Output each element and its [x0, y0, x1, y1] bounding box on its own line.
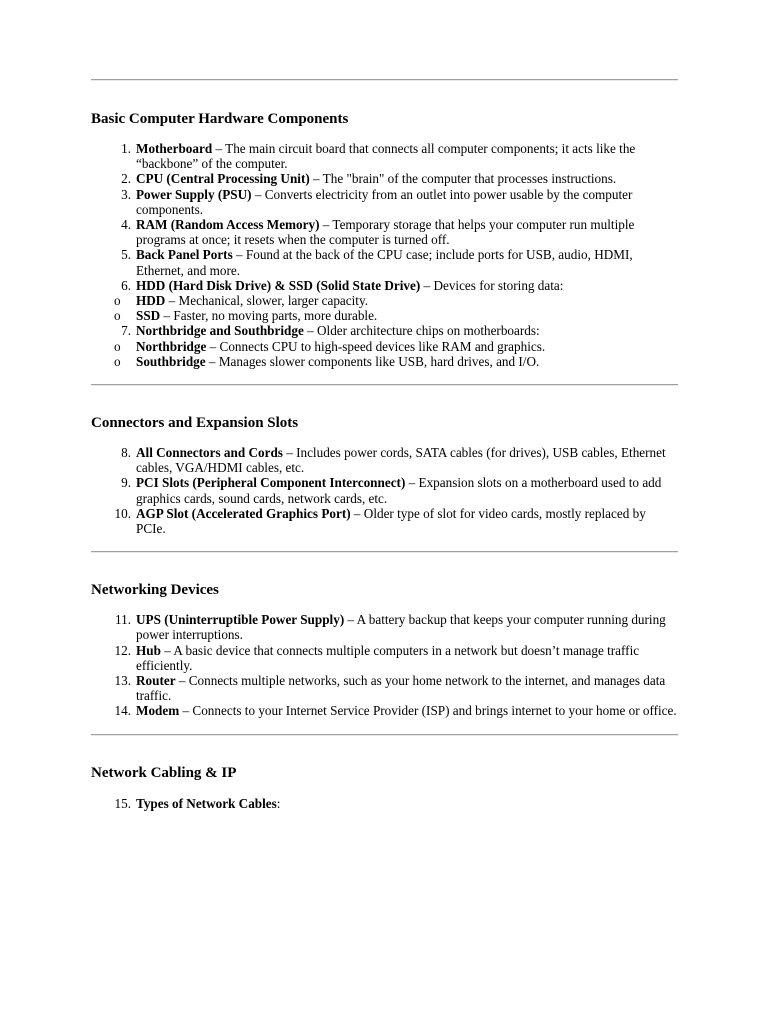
bullet-marker: o	[114, 353, 121, 369]
sub-text: – Connects CPU to high-speed devices like RAM and graphics.	[206, 338, 546, 354]
item-text: – Includes power cords, SATA cables (for drives), USB cables, Ethernet cables, VGA/HDMI cables, etc.	[136, 445, 666, 476]
list-item	[91, 445, 678, 475]
item-number: 10.	[114, 505, 131, 521]
item-term: UPS (Uninterruptible Power Supply)	[136, 612, 345, 628]
item-term: Hub	[136, 642, 161, 658]
divider	[91, 551, 678, 553]
item-term: Power Supply (PSU)	[136, 186, 252, 202]
item-text: – Expansion slots on a motherboard used to add graphics cards, sound cards, network cards, etc.	[136, 475, 662, 506]
item-term: PCI Slots (Peripheral Component Interconnect)	[136, 475, 406, 491]
sub-list	[91, 293, 678, 323]
item-text: – The main circuit board that connects all computer components; it acts like the “backbone” of the computer.	[136, 141, 636, 172]
list-item	[91, 278, 678, 293]
section-heading: Networking Devices	[91, 582, 219, 599]
sub-term: Northbridge	[136, 338, 207, 354]
section-heading: Network Cabling & IP	[91, 764, 237, 781]
list-item	[91, 141, 678, 171]
sub-list-item	[91, 308, 678, 323]
list-item	[91, 247, 678, 277]
list-item	[91, 187, 678, 217]
item-term: Northbridge and Southbridge	[136, 323, 304, 339]
sub-list	[91, 339, 678, 369]
divider	[91, 734, 678, 736]
item-number: 1.	[121, 141, 131, 156]
sub-list-item	[91, 339, 678, 354]
item-number: 11.	[115, 612, 131, 628]
numbered-list	[91, 612, 678, 718]
item-term: AGP Slot (Accelerated Graphics Port)	[136, 505, 351, 521]
list-item	[91, 171, 678, 186]
numbered-list	[91, 141, 678, 293]
sub-term: HDD	[136, 293, 166, 309]
item-number: 8.	[121, 445, 131, 461]
item-term: All Connectors and Cords	[136, 445, 283, 461]
list-item	[91, 506, 678, 536]
item-number: 3.	[121, 186, 131, 202]
sub-text: – Manages slower components like USB, hard drives, and I/O.	[205, 353, 540, 369]
item-number: 13.	[114, 673, 131, 689]
sub-list-item	[91, 354, 678, 369]
sub-text: – Mechanical, slower, larger capacity.	[165, 293, 368, 309]
item-text: – Connects multiple networks, such as your home network to the internet, and manages data traffic.	[136, 673, 666, 704]
list-item	[91, 703, 678, 718]
sub-term: Southbridge	[136, 353, 206, 369]
list-item	[91, 217, 678, 247]
item-number: 15.	[114, 795, 131, 811]
item-text: – The "brain" of the computer that processes instructions.	[309, 171, 617, 187]
list-item	[91, 475, 678, 505]
numbered-list	[91, 445, 678, 536]
section-heading: Basic Computer Hardware Components	[91, 111, 349, 127]
document-page	[91, 0, 678, 811]
item-number: 6.	[121, 277, 131, 293]
item-term: Modem	[136, 703, 180, 719]
section-connectors-expansion	[91, 414, 678, 536]
item-text: – Devices for storing data:	[420, 277, 564, 293]
list-item	[91, 796, 678, 811]
item-number: 2.	[121, 171, 131, 187]
list-item	[91, 643, 678, 673]
item-term: RAM (Random Access Memory)	[136, 217, 320, 233]
item-text: – Older architecture chips on motherboards:	[303, 323, 540, 339]
item-text: – A battery backup that keeps your computer running during power interruptions.	[136, 612, 666, 643]
section-network-cabling	[91, 764, 678, 811]
item-text: – Found at the back of the CPU case; include ports for USB, audio, HDMI, Ethernet, and more.	[136, 247, 633, 278]
bullet-marker: o	[114, 338, 121, 354]
item-text: – Converts electricity from an outlet into power usable by the computer components.	[136, 186, 633, 217]
item-term: Back Panel Ports	[136, 247, 233, 263]
item-text: – Connects to your Internet Service Provider (ISP) and brings internet to your home or office.	[179, 703, 677, 719]
section-heading: Connectors and Expansion Slots	[91, 415, 299, 432]
sub-list-item	[91, 293, 678, 308]
list-item	[91, 673, 678, 703]
item-text: :	[276, 795, 281, 811]
item-term: Router	[136, 673, 176, 689]
sub-term: SSD	[136, 308, 161, 324]
item-text: – Older type of slot for video cards, mostly replaced by PCIe.	[136, 505, 646, 537]
item-number: 4.	[121, 217, 131, 233]
item-term: CPU (Central Processing Unit)	[136, 171, 310, 187]
item-number: 9.	[121, 475, 131, 491]
item-number: 12.	[114, 642, 131, 658]
item-number: 7.	[121, 323, 131, 339]
divider	[91, 79, 678, 81]
section-networking-devices	[91, 581, 678, 718]
item-term: Types of Network Cables	[136, 795, 277, 811]
item-text: – Temporary storage that helps your computer run multiple programs at once; it resets when the computer is turned off.	[136, 217, 635, 248]
divider	[91, 384, 678, 386]
item-term: HDD (Hard Disk Drive) & SSD (Solid State Drive)	[136, 277, 421, 293]
item-number: 14.	[114, 703, 131, 719]
item-text: – A basic device that connects multiple computers in a network but doesn’t manage traffic efficiently.	[136, 642, 640, 673]
bullet-marker: o	[114, 308, 121, 324]
item-number: 5.	[121, 247, 131, 263]
numbered-list	[91, 796, 678, 811]
list-item	[91, 612, 678, 642]
numbered-list	[91, 323, 678, 338]
item-term: Motherboard	[136, 141, 213, 156]
sub-text: – Faster, no moving parts, more durable.	[160, 308, 378, 324]
section-hardware-components	[91, 110, 678, 369]
list-item	[91, 323, 678, 338]
bullet-marker: o	[114, 293, 121, 309]
